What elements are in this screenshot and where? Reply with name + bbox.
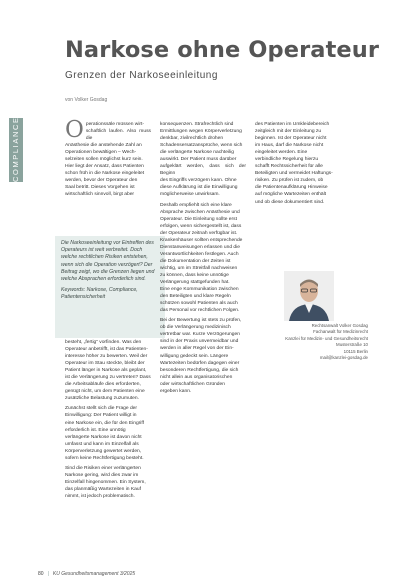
caption-line: Rechtsanwalt Volker Gosdag: [311, 323, 368, 328]
body-text-line: Sind die Risiken einer verlängerten: [65, 465, 141, 471]
body-text-line: Hier liegt der Ansatz, dass Patienten: [65, 164, 144, 170]
body-text-line: und ob diese dokumentiert sind.: [255, 199, 325, 205]
publication-name: KU Gesundheitsmanagement 3/2025: [52, 571, 136, 577]
body-text-line: verlängerte Narkose ist davon nicht: [65, 434, 142, 440]
body-text-line: selzeiten sollen möglichst kurz sein.: [65, 157, 143, 163]
body-text-line: möglicherweise unwirksam.: [160, 192, 220, 198]
body-text-line: besteht, „fertig“ vorfinden. Was den: [65, 340, 142, 345]
body-text-line: besonderen Rechtfertigung, die sich: [160, 367, 239, 373]
body-text-line: Patient länger in Narkose als geplant,: [65, 368, 147, 374]
body-text-line: der Operateur zeitnah verfügbar ist.: [160, 230, 238, 236]
body-text-line: Absprache zwischen Anästhesie und: [160, 209, 240, 215]
body-text-line: ob die Verlängerung medizinisch: [160, 325, 231, 331]
body-text-line: Deshalb empfiehlt sich eine klare: [160, 202, 232, 208]
column-3: [255, 121, 343, 206]
body-text-line: das planmäßig Wartezeiten in Kauf: [65, 486, 141, 492]
column-1-bottom: [65, 339, 151, 500]
body-text-line: nimmt, ist jedoch problematisch.: [65, 493, 135, 499]
body-text-line: Operateur anbetrifft, ist das Patienten-: [65, 347, 148, 353]
body-text-line: Operateur im Stau steckte, bleibt der: [65, 361, 145, 367]
body-text-line: werden in aller Regel von der Ein-: [160, 346, 234, 352]
body-text-line: Bei der Bewertung ist stets zu prüfen,: [160, 318, 242, 324]
body-text-line: zu können, dass keine unnötige: [160, 272, 229, 278]
body-text-line: konsequenzen. Strafrechtlich sind: [160, 122, 234, 127]
body-text-line: Beteiligten und vermeidet Haftungs-: [255, 171, 333, 177]
body-text-line: vertretbar war. Kurze Verzögerungen: [160, 332, 240, 338]
body-text-line: die Arbeitsabläufe dies erforderten,: [65, 382, 141, 388]
caption-line: Fachanwalt für Medizinrecht: [313, 329, 368, 335]
body-text-line: die verlängerte Narkose nachteilig: [160, 150, 234, 156]
caption-line: 10115 Berlin: [343, 348, 368, 354]
body-text-line: diese Aufklärung ist die Einwilligung: [160, 185, 238, 191]
caption-line: Musterstraße 10: [336, 342, 368, 348]
caption-line: Kanzlei für Medizin- und Gesundheitsrecht: [285, 335, 368, 341]
body-text-line: Eine enge Kommunikation zwischen: [160, 287, 239, 293]
abstract-keywords: Keywords: Narkose, Compliance, Patientensicherheit: [61, 287, 138, 301]
abstract-text: Die Narkoseeinleitung vor Eintreffen des Operateurs ist weit verbreitet. Doch welche rechtlichen Risiken entstehen, wenn sich die Operation verzögert? Der Beitrag zeigt, wo die Grenzen liegen und welche Absprachen erforderlich sind.: [61, 240, 155, 283]
body-text-line: Körperverletzung gewertet werden,: [65, 448, 142, 454]
body-text-line: Narkose gering, wird dies zwar im: [65, 472, 139, 478]
drop-cap: O: [65, 117, 84, 143]
body-text-line: des Eingriffs verzögern kann. Ohne: [160, 178, 237, 184]
body-text-line: Saal betritt. Dieses Vorgehen ist: [65, 185, 135, 191]
column-2: [160, 121, 246, 395]
body-text-line: das Personal vor rechtlichen Folgen.: [160, 308, 240, 314]
body-text-line: Verantwortlichkeiten festlegen. Auch: [160, 251, 239, 257]
body-text-line: nicht allein aus organisatorischen: [160, 374, 233, 380]
body-text-line: sind in der Praxis unvermeidbar und: [160, 339, 239, 345]
body-text-line: auf mögliche Wartezeiten enthält: [255, 192, 327, 198]
body-text-line: Einwilligung: Der Patient willigt in: [65, 413, 137, 419]
body-text-line: schaftlich laufen. Also muss die: [85, 129, 151, 142]
body-text-line: Wartezeiten bedürfen dagegen einer: [160, 360, 240, 366]
body-text-line: eingeleitet werden. Eine: [255, 150, 308, 156]
body-text-line: denkbar, zivilrechtlich drohen: [160, 136, 224, 142]
body-text-line: schützen sowohl Patienten als auch: [160, 301, 238, 307]
body-text-line: im Haus, darf die Narkose nicht: [255, 143, 324, 149]
body-text-line: eine Narkose ein, die für den Eingriff: [65, 420, 145, 426]
body-text-line: zusätzliche Belastung zuzumuten.: [65, 396, 139, 402]
body-text-line: genügt nicht, um dem Patienten eine: [65, 389, 145, 395]
body-text-line: schon früh in die Narkose eingeleitet: [65, 171, 145, 177]
body-text-line: Operationen bewältigen – Wech-: [65, 150, 137, 156]
body-text-line: oder wirtschaftlichen Gründen: [160, 381, 225, 387]
body-text-line: umfasst und kann im Einzelfall als: [65, 441, 139, 447]
author-portrait-image: [284, 271, 334, 321]
body-text-line: risiken. Zu prüfen ist zudem, ob: [255, 178, 324, 184]
body-text-line: Schadensersatzansprüche, wenn sich: [160, 143, 243, 149]
body-text-line: willigung gedeckt sein. Längere: [160, 353, 229, 359]
body-text-line: wirtschaftlich sinnvoll, birgt aber: [65, 192, 135, 198]
body-text-line: Verlängerung stattgefunden hat.: [160, 280, 230, 286]
article-subtitle: Grenzen der Narkoseeinleitung: [65, 70, 218, 81]
body-text-line: Zunächst stellt sich die Frage der: [65, 406, 138, 412]
article-title: Narkose ohne Operateur: [65, 37, 380, 63]
body-text-line: perationssäle müssen wirt-: [85, 122, 145, 127]
body-text-line: die Dokumentation der Zeiten ist: [160, 258, 231, 264]
body-text-line: Krankenhäuser sollten entsprechende: [160, 237, 243, 243]
body-text-line: ergeben kann.: [160, 388, 192, 394]
author-caption: [250, 323, 368, 361]
body-text-line: sofern keine Rechtfertigung besteht.: [65, 455, 144, 461]
abstract-box: [55, 236, 165, 338]
body-text-line: verbindliche Regelung hierzu: [255, 157, 319, 163]
body-text-line: erfolgen, wenn sichergestellt ist, dass: [160, 223, 242, 229]
footer-separator: |: [47, 571, 49, 577]
page-number: 80: [38, 571, 44, 577]
body-text-line: auswirkt. Der Patient muss darüber: [160, 157, 237, 163]
page-footer: [38, 571, 238, 577]
body-text-line: den Beteiligten und klare Regeln: [160, 294, 231, 300]
body-text-line: aufgeklärt werden, dass sich der Beginn: [160, 164, 246, 177]
body-text-line: Einzelfall hingenommen. Ein System,: [65, 479, 146, 485]
body-text-line: Operateur. Die Einleitung sollte erst: [160, 216, 237, 222]
body-text-line: des Patienten im Umkleidebereich: [255, 122, 330, 127]
body-text-line: Dienstanweisungen erlassen und die: [160, 244, 240, 250]
body-text-line: wichtig, um im Streitfall nachweisen: [160, 265, 238, 271]
author-photo: [284, 271, 334, 321]
author-line: von Volker Gosdag: [65, 97, 108, 103]
section-label: COMPLIANCE: [9, 118, 23, 182]
body-text-line: Ermittlungen wegen Körperverletzung: [160, 129, 242, 135]
body-text-line: erforderlich ist. Eine unnötig: [65, 427, 126, 433]
caption-line: mail@kanzlei-gosdag.de: [319, 355, 368, 361]
body-text-line: zeitgleich mit der Einleitung zu: [255, 129, 322, 135]
body-text-line: werden, bevor der Operateur den: [65, 178, 138, 184]
body-text-line: interesse höher zu bewerten. Weil der: [65, 354, 148, 360]
body-text-line: beginnen. Ist der Operateur nicht: [255, 136, 327, 142]
body-text-line: Anästhesie die anstehende Zahl an: [65, 143, 142, 149]
body-text-line: ist die Verlängerung zu vertreten? Dass: [65, 375, 151, 381]
body-text-line: die Patientenaufklärung Hinweise: [255, 185, 328, 191]
column-1-top: [65, 117, 151, 199]
body-text-line: schafft Rechtssicherheit für alle: [255, 164, 323, 170]
